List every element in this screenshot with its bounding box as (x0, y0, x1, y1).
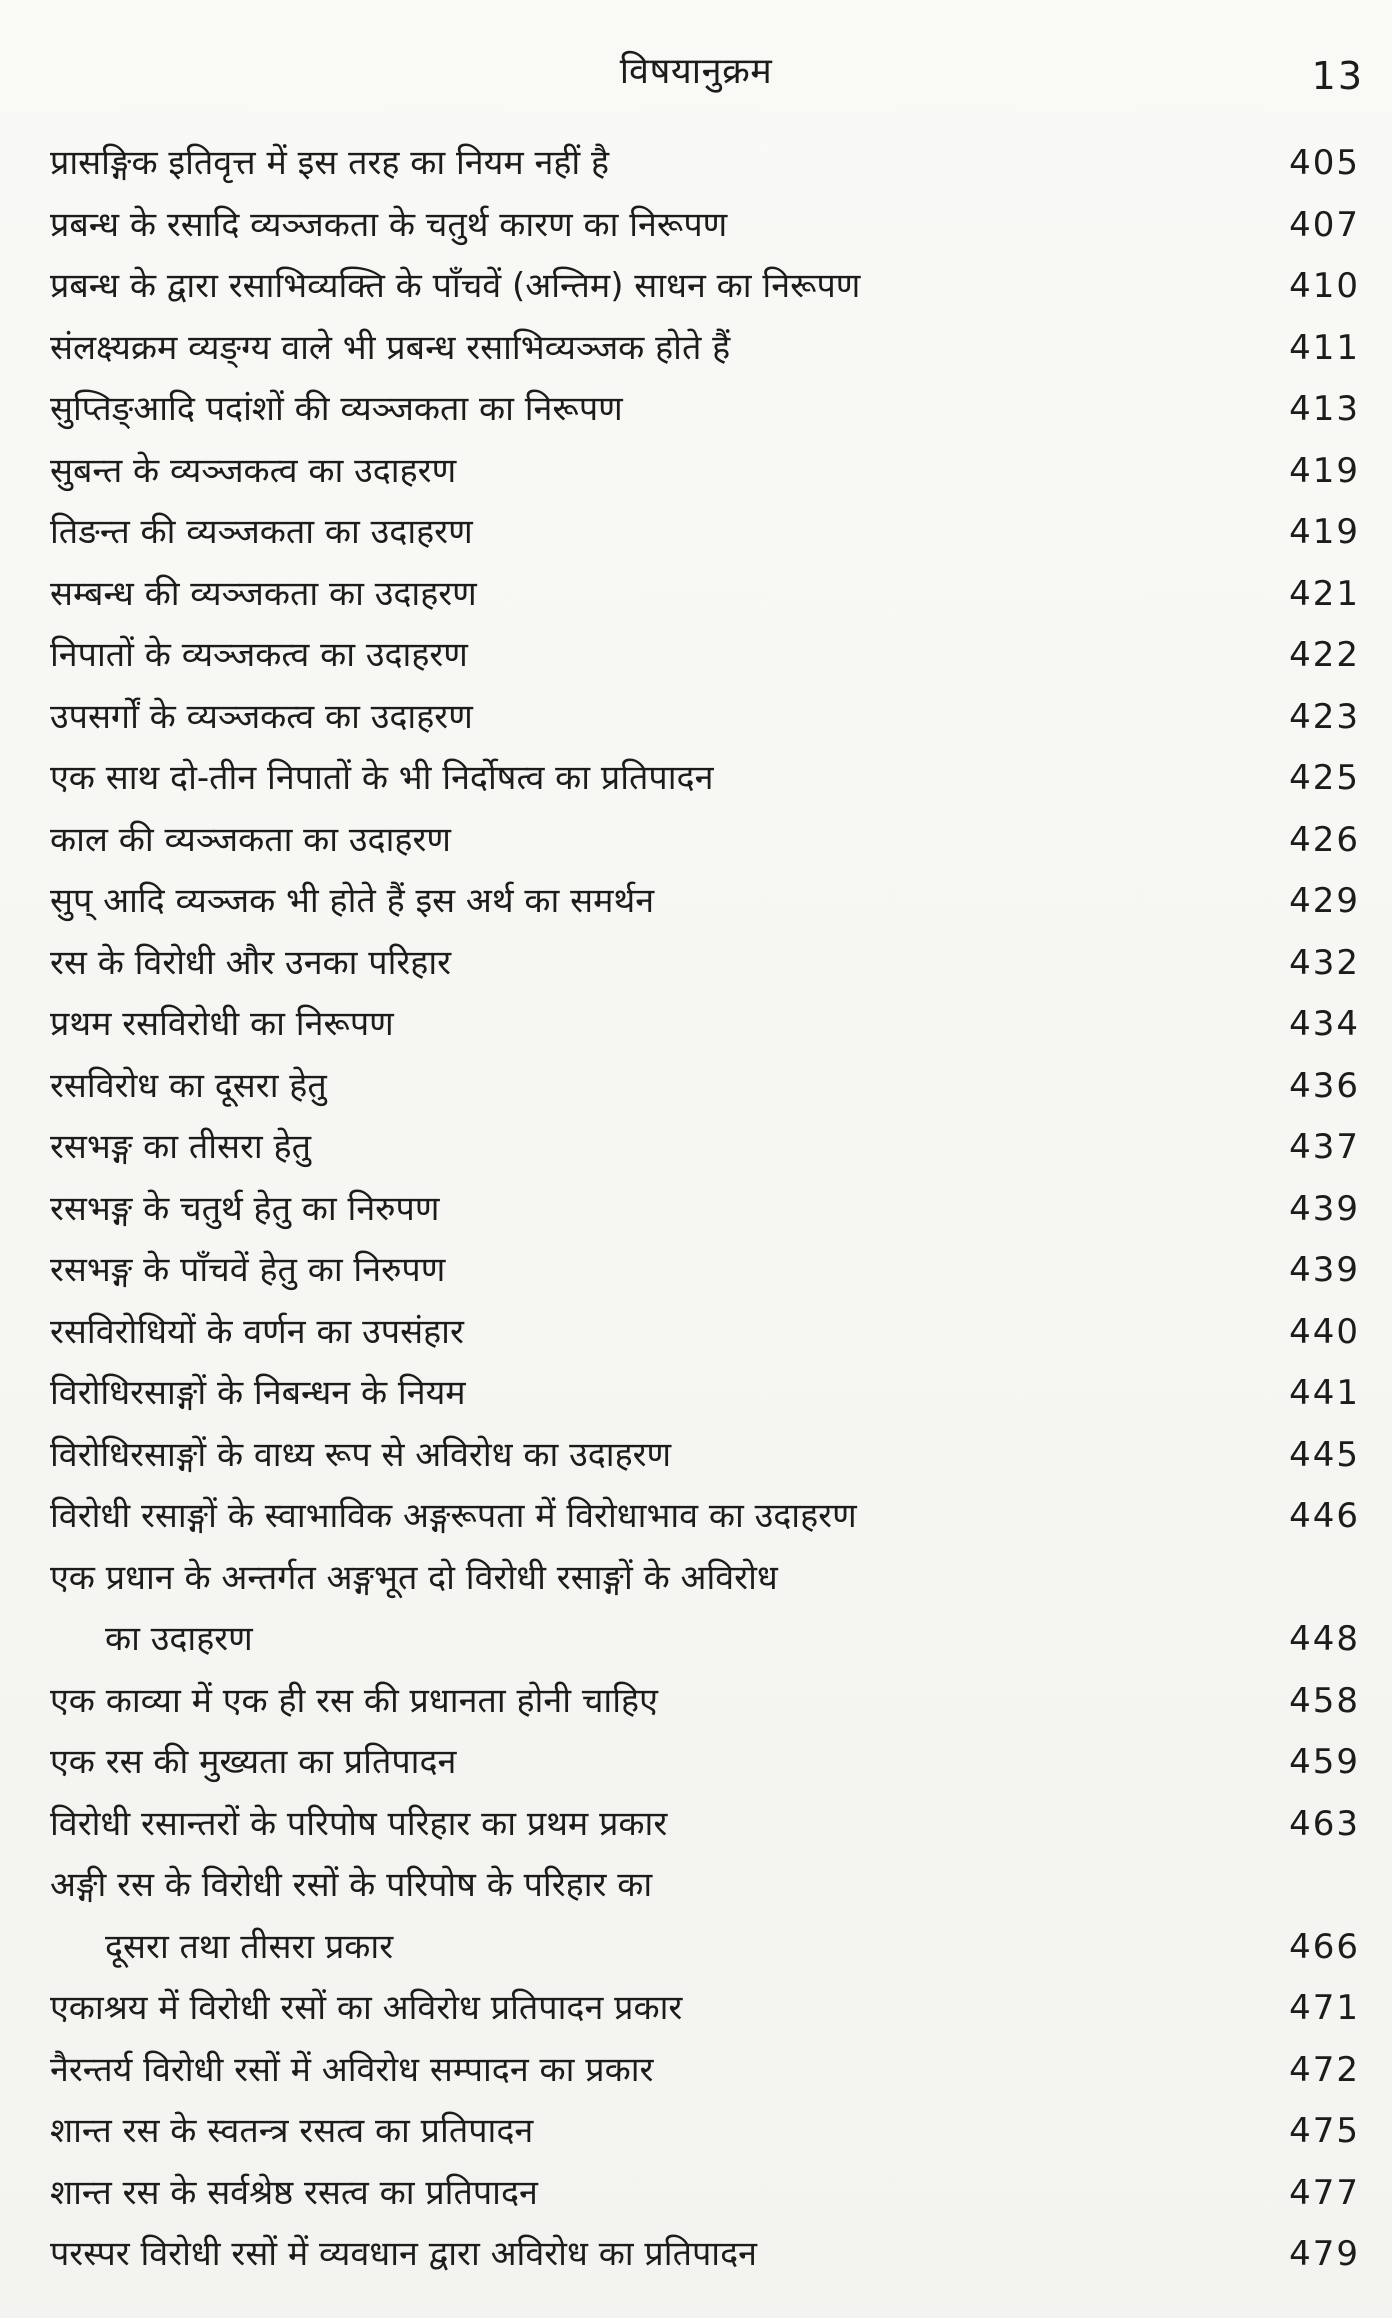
toc-entry-title (50, 441, 1240, 503)
toc-entry-page-number: 423 (1289, 696, 1360, 737)
toc-entry-page-number: 475 (1289, 2111, 1360, 2151)
toc-entry-title-text: सुबन्त के व्यञ्जकत्व का उदाहरण (50, 450, 457, 491)
toc-entry-page-number: 426 (1289, 819, 1360, 860)
toc-entry (50, 748, 1360, 810)
toc-entry-title (50, 2224, 1240, 2286)
toc-entry (50, 1794, 1360, 1856)
toc-entry-page-number: 479 (1289, 2234, 1360, 2274)
toc-entry-title-text: रसविरोध का दूसरा हेतु (50, 1065, 327, 1106)
toc-entry (50, 1425, 1360, 1487)
toc-entry-page-number: 440 (1289, 1311, 1360, 1352)
toc-entry-title (50, 748, 1240, 810)
toc-entry-title-text: उपसर्गों के व्यञ्जकत्व का उदाहरण (50, 696, 473, 737)
toc-entry-page-number: 425 (1289, 758, 1360, 798)
toc-entry-title (50, 1671, 1240, 1733)
toc-entry (50, 1855, 1360, 1978)
toc-entry-title (50, 810, 1240, 872)
toc-entry-title (50, 133, 1240, 195)
toc-entry (50, 1671, 1360, 1733)
toc-entry-title-text: शान्त रस के सर्वश्रेष्ठ रसत्व का प्रतिपादन (50, 2172, 538, 2213)
toc-entry-title-text: अङ्गी रस के विरोधी रसों के परिपोष के परिहार का (50, 1865, 653, 1905)
toc-entry-page-number: 471 (1289, 1988, 1360, 2028)
toc-entry (50, 871, 1360, 933)
toc-entry-title-text: निपातों के व्यञ्जकत्व का उदाहरण (50, 635, 468, 675)
toc-entry-title-text: विरोधिरसाङ्गों के निबन्धन के नियम (50, 1373, 466, 1413)
toc-entry-page-number: 419 (1289, 512, 1360, 552)
toc-entry (50, 1117, 1360, 1179)
toc-entry-page-number: 432 (1289, 942, 1360, 983)
toc-entry-page-number: 429 (1289, 881, 1360, 921)
toc-entry-title (50, 1179, 1240, 1241)
toc-entry-title-text: संलक्ष्यक्रम व्यङ्ग्य वाले भी प्रबन्ध रसाभिव्यञ्जक होते हैं (50, 327, 731, 368)
toc-entry-page-number: 466 (1289, 1926, 1360, 1967)
toc-entry-title-continuation: दूसरा तथा तीसरा प्रकार (105, 1926, 394, 1967)
toc-entry-page-number: 410 (1289, 266, 1360, 306)
toc-entry (50, 1240, 1360, 1302)
toc-entry (50, 1978, 1360, 2040)
toc-entry-title (50, 2163, 1240, 2225)
toc-entry (50, 1486, 1360, 1548)
toc-entry (50, 933, 1360, 995)
toc-entry-title (50, 1978, 1240, 2040)
toc-entry (50, 810, 1360, 872)
page-header (0, 42, 1392, 102)
toc-entry-page-number: 434 (1289, 1004, 1360, 1044)
toc-entry-title-text: एक प्रधान के अन्तर्गत अङ्गभूत दो विरोधी रसाङ्गों के अविरोध (50, 1557, 778, 1598)
toc-entry-title (50, 195, 1240, 257)
toc-entry-title-text: प्रथम रसविरोधी का निरूपण (50, 1004, 394, 1044)
toc-entry-title (50, 1056, 1240, 1118)
toc-entry-page-number: 458 (1289, 1680, 1360, 1721)
toc-entry (50, 2040, 1360, 2102)
toc-entry (50, 1363, 1360, 1425)
toc-entry-title-text: विरोधी रसाङ्गों के स्वाभाविक अङ्गरूपता में विरोधाभाव का उदाहरण (50, 1496, 857, 1536)
toc-entry-page-number: 445 (1289, 1434, 1360, 1475)
toc-entry-page-number: 413 (1289, 389, 1360, 429)
toc-entry-title-text: नैरन्तर्य विरोधी रसों में अविरोध सम्पादन का प्रकार (50, 2049, 654, 2090)
toc-entry-title-text: शान्त रस के स्वतन्त्र रसत्व का प्रतिपादन (50, 2111, 534, 2151)
toc-entry-title-text: विरोधी रसान्तरों के परिपोष परिहार का प्रथम प्रकार (50, 1803, 668, 1844)
toc-entry-title (50, 2040, 1240, 2102)
toc-entry-title (50, 994, 1240, 1056)
toc-entry-title (50, 318, 1240, 380)
toc-entry-page-number: 422 (1289, 635, 1360, 675)
toc-entry-title (50, 1117, 1240, 1179)
toc-entry-page-number: 436 (1289, 1065, 1360, 1106)
toc-entry (50, 1179, 1360, 1241)
toc-entry-title-text: एकाश्रय में विरोधी रसों का अविरोध प्रतिपादन प्रकार (50, 1988, 683, 2028)
toc-entry-page-number: 421 (1289, 573, 1360, 614)
toc-entry (50, 994, 1360, 1056)
toc-entry-page-number: 405 (1289, 143, 1360, 183)
toc-entry-title-text: एक काव्या में एक ही रस की प्रधानता होनी चाहिए (50, 1680, 658, 1721)
toc-entry-page-number: 459 (1289, 1742, 1360, 1782)
toc-entry-page-number: 437 (1289, 1127, 1360, 1167)
toc-entry-title-text: सुप् आदि व्यञ्जक भी होते हैं इस अर्थ का समर्थन (50, 881, 655, 921)
toc-entry-page-number: 411 (1289, 327, 1360, 368)
toc-entry-title-continuation: का उदाहरण (105, 1619, 253, 1659)
toc-entry (50, 2224, 1360, 2286)
toc-entry-title-text: प्रबन्ध के द्वारा रसाभिव्यक्ति के पाँचवें (अन्तिम) साधन का निरूपण (50, 266, 861, 306)
toc-entry (50, 1732, 1360, 1794)
toc-entry-title-text: एक साथ दो-तीन निपातों के भी निर्दोषत्व का प्रतिपादन (50, 758, 714, 798)
toc-entry-title (50, 1794, 1240, 1856)
toc-entry-title-text: रस के विरोधी और उनका परिहार (50, 942, 452, 983)
toc-entry-title (50, 933, 1240, 995)
toc-entry (50, 1302, 1360, 1364)
toc-entry-title (50, 1732, 1240, 1794)
toc-entry-title (50, 1855, 1240, 1978)
toc-entry-title-text: रसविरोधियों के वर्णन का उपसंहार (50, 1311, 464, 1352)
toc-entry-title-text: विरोधिरसाङ्गों के वाध्य रूप से अविरोध का उदाहरण (50, 1434, 672, 1475)
toc-entry-title-text: सम्बन्ध की व्यञ्जकता का उदाहरण (50, 573, 477, 614)
toc-entry-title (50, 502, 1240, 564)
toc-entry-title-text: प्रासङ्गिक इतिवृत्त में इस तरह का नियम नहीं है (50, 143, 610, 183)
toc-entry (50, 256, 1360, 318)
toc-entry (50, 2101, 1360, 2163)
toc-entry (50, 502, 1360, 564)
toc-entry (50, 1548, 1360, 1671)
toc-entry-title (50, 1548, 1240, 1671)
toc-entry (50, 687, 1360, 749)
page-title: विषयानुक्रम (619, 51, 773, 92)
toc-entry-title (50, 1302, 1240, 1364)
toc-entry-title-text: प्रबन्ध के रसादि व्यञ्जकता के चतुर्थ कारण का निरूपण (50, 204, 728, 245)
toc-entry-title-text: परस्पर विरोधी रसों में व्यवधान द्वारा अविरोध का प्रतिपादन (50, 2234, 757, 2274)
toc-entry-page-number: 441 (1289, 1373, 1360, 1413)
toc-entry-page-number: 439 (1289, 1188, 1360, 1229)
table-of-contents (50, 133, 1360, 2286)
toc-entry (50, 1056, 1360, 1118)
toc-entry (50, 2163, 1360, 2225)
toc-entry-title-text: सुप्तिङ्आदि पदांशों की व्यञ्जकता का निरूपण (50, 389, 623, 429)
toc-entry-title-text: रसभङ्ग के पाँचवें हेतु का निरुपण (50, 1250, 446, 1290)
toc-entry (50, 318, 1360, 380)
toc-entry-title-text: तिङन्त की व्यञ्जकता का उदाहरण (50, 512, 473, 552)
toc-entry-page-number: 448 (1289, 1619, 1360, 1659)
toc-entry (50, 379, 1360, 441)
toc-entry-title (50, 379, 1240, 441)
toc-entry-title (50, 871, 1240, 933)
toc-entry (50, 195, 1360, 257)
toc-entry-page-number: 477 (1289, 2172, 1360, 2213)
toc-entry-page-number: 419 (1289, 450, 1360, 491)
toc-entry-page-number: 463 (1289, 1803, 1360, 1844)
toc-entry-title (50, 2101, 1240, 2163)
toc-entry-title-text: रसभङ्ग के चतुर्थ हेतु का निरुपण (50, 1188, 440, 1229)
toc-entry-title (50, 1363, 1240, 1425)
toc-entry-page-number: 407 (1289, 204, 1360, 245)
toc-entry (50, 441, 1360, 503)
toc-entry-title (50, 1486, 1240, 1548)
toc-entry (50, 564, 1360, 626)
toc-entry-title (50, 625, 1240, 687)
toc-entry-page-number: 472 (1289, 2049, 1360, 2090)
toc-entry-title (50, 1425, 1240, 1487)
toc-entry (50, 625, 1360, 687)
toc-entry-title-text: काल की व्यञ्जकता का उदाहरण (50, 819, 451, 860)
page-number: 13 (1311, 54, 1364, 98)
toc-entry (50, 133, 1360, 195)
toc-entry-page-number: 446 (1289, 1496, 1360, 1536)
toc-entry-title-text: रसभङ्ग का तीसरा हेतु (50, 1127, 311, 1167)
toc-entry-title (50, 256, 1240, 318)
toc-entry-title (50, 564, 1240, 626)
toc-entry-title (50, 687, 1240, 749)
toc-entry-page-number: 439 (1289, 1250, 1360, 1290)
toc-entry-title (50, 1240, 1240, 1302)
toc-entry-title-text: एक रस की मुख्यता का प्रतिपादन (50, 1742, 457, 1782)
